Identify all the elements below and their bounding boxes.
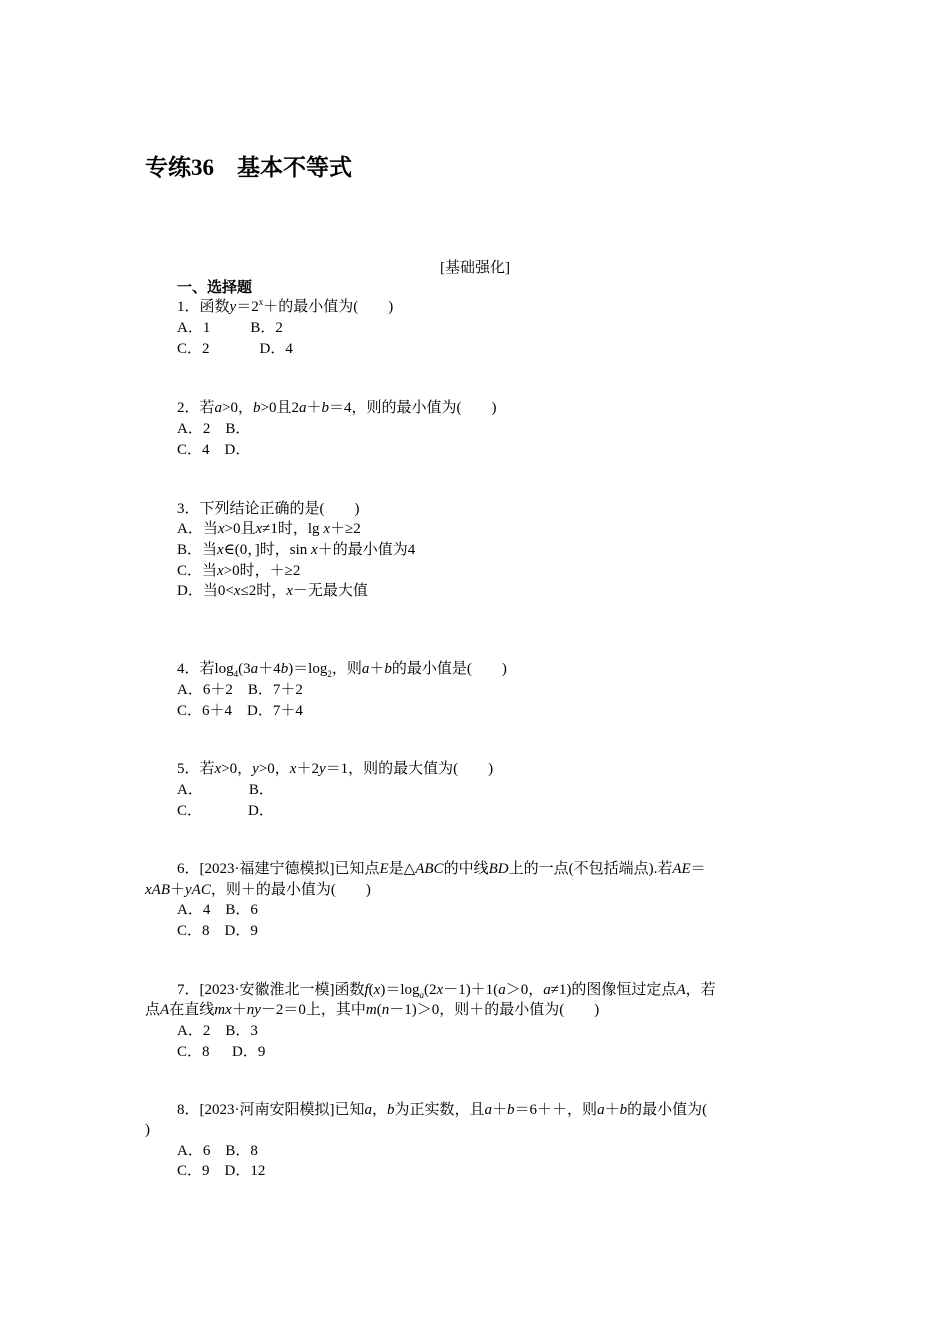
question-7-options-cd: C．8 D．9 (177, 1044, 266, 1060)
question-8-stem-line1: 8．[2023·河南安阳模拟]已知a，b为正实数，且a＋b＝6＋＋，则a＋b的最小值为( (177, 1102, 708, 1118)
question-3-option-b: B．当x∈(0，]时，sin x＋的最小值为4 (177, 542, 416, 558)
option-a: A． (177, 782, 203, 798)
question-2-stem: 2．若a>0，b>0且2a＋b＝4，则的最小值为( ) (177, 400, 497, 416)
question-2-options-ab: A．2 B． (177, 421, 251, 437)
question-6-stem-line2: xAB＋yAC，则＋的最小值为( ) (145, 882, 371, 898)
question-1-options-ab (177, 319, 283, 339)
question-6-options-ab: A．4 B．6 (177, 902, 258, 918)
question-1-options-cd (177, 340, 293, 360)
question-6-stem-line1: 6．[2023·福建宁德模拟]已知点E是△ABC的中线BD上的一点(不包括端点).若AE＝ (177, 861, 706, 877)
question-1-stem: 1．函数$y=2^x+$的最小值为( ) (177, 297, 394, 315)
option-d: D． (248, 803, 274, 819)
question-5-options-ab (177, 781, 274, 801)
question-3-stem: 3．下列结论正确的是( ) (177, 501, 360, 517)
option-c: C．2 (177, 341, 210, 357)
question-3-option-c: C．当x>0时，＋≥2 (177, 563, 301, 579)
option-d: D．4 (259, 341, 293, 357)
question-3-option-d: D．当0<x≤2时，x－无最大值 (177, 583, 368, 599)
question-5-stem: 5．若x>0，y>0，x＋2y＝1，则的最大值为( ) (177, 761, 494, 777)
option-c: C． (177, 803, 203, 819)
option-b: B．2 (250, 320, 283, 336)
question-7-options-ab: A．2 B．3 (177, 1023, 258, 1039)
page-title: 专练36 基本不等式 (145, 155, 352, 180)
question-2-options-cd: C．4 D． (177, 442, 251, 458)
question-8-options-ab: A．6 B．8 (177, 1143, 258, 1159)
option-b: B． (248, 782, 274, 798)
option-a: A．1 (177, 320, 211, 336)
question-8-options-cd: C．9 D．12 (177, 1163, 266, 1179)
question-7-stem-line2: 点A在直线mx＋ny－2＝0上，其中m(n－1)＞0，则＋的最小值为( ) (145, 1002, 600, 1018)
section-tag: [基础强化] (440, 260, 510, 276)
question-3-option-a: A．当x>0且x≠1时，lg x＋≥2 (177, 521, 361, 537)
question-5-options-cd (177, 802, 274, 822)
question-4-stem: 4．若$\log_4(3a+4b)=\log_2$，则a＋b的最小值是( ) (177, 661, 507, 679)
question-6-options-cd: C．8 D．9 (177, 923, 258, 939)
question-7-stem-line1: 7．[2023·安徽淮北一模]函数$f(x)=\log_a(2x-1)+1(a>0$，a≠1)的图像恒过定点A，若 (177, 982, 716, 1000)
section-heading: 一、选择题 (177, 280, 253, 296)
question-4-options-cd: C．6＋4 D．7＋4 (177, 703, 303, 719)
question-8-stem-line2: ) (145, 1122, 150, 1138)
question-4-options-ab: A．6＋2 B．7＋2 (177, 682, 303, 698)
